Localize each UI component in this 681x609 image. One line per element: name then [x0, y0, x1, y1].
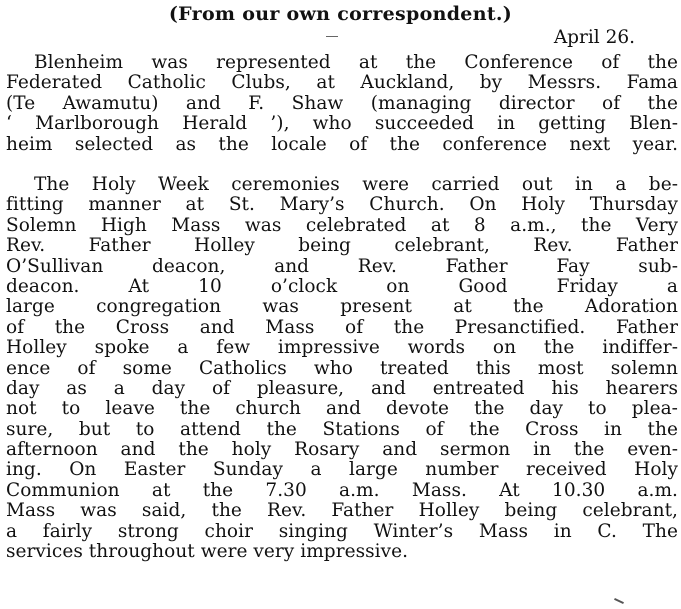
header-rule	[326, 36, 338, 37]
text-line: Rev. Father Holley being celebrant, Rev. Father	[6, 236, 678, 257]
text-line: services throughout were very impressive.	[6, 542, 409, 563]
text-line: day as a day of pleasure, and entreated his hearers	[6, 378, 678, 399]
text-line: Holley spoke a few impressive words on the indiffer-	[6, 338, 678, 359]
text-line: fitting manner at St. Mary’s Church. On Holy Thursday	[6, 195, 678, 216]
text-line: large congregation was present at the Adoration	[6, 297, 678, 318]
text-line: The Holy Week ceremonies were carried out in a be-	[34, 175, 678, 195]
text-line: ence of some Catholics who treated this most solemn	[6, 358, 678, 379]
text-line: a fairly strong choir singing Winter’s Mass in C. The	[6, 521, 678, 542]
text-line: ing. On Easter Sunday a large number received Holy	[6, 460, 678, 481]
text-line: Communion at the 7.30 a.m. Mass. At 10.30 a.m.	[6, 480, 678, 501]
text-line: Solemn High Mass was celebrated at 8 a.m., the Very	[6, 215, 678, 236]
text-line: afternoon and the holy Rosary and sermon in the even-	[6, 440, 678, 461]
text-line: ‘ Marlborough Herald ’), who succeeded in getting Blen-	[6, 114, 678, 135]
correspondent-header: (From our own correspondent.)	[168, 3, 513, 25]
text-line: of the Cross and Mass of the Presanctified. Father	[6, 317, 678, 338]
print-mark	[614, 598, 624, 604]
paragraph-holy-week	[6, 175, 678, 562]
text-line: sure, but to attend the Stations of the Cross in the	[6, 419, 678, 440]
dateline: April 26.	[553, 27, 635, 48]
text-line: not to leave the church and devote the day to plea-	[6, 399, 678, 420]
text-line: O’Sullivan deacon, and Rev. Father Fay sub-	[6, 256, 678, 277]
text-line: Mass was said, the Rev. Father Holley being celebrant,	[6, 501, 678, 522]
text-line: deacon. At 10 o’clock on Good Friday a	[6, 276, 678, 297]
text-line: heim selected as the locale of the conference next year.	[6, 134, 678, 155]
paragraph-conference	[6, 53, 678, 155]
text-line: (Te Awamutu) and F. Shaw (managing director of the	[6, 93, 678, 114]
text-line: Blenheim was represented at the Conference of the	[34, 53, 678, 73]
text-line: Federated Catholic Clubs, at Auckland, by Messrs. Fama	[6, 73, 678, 94]
